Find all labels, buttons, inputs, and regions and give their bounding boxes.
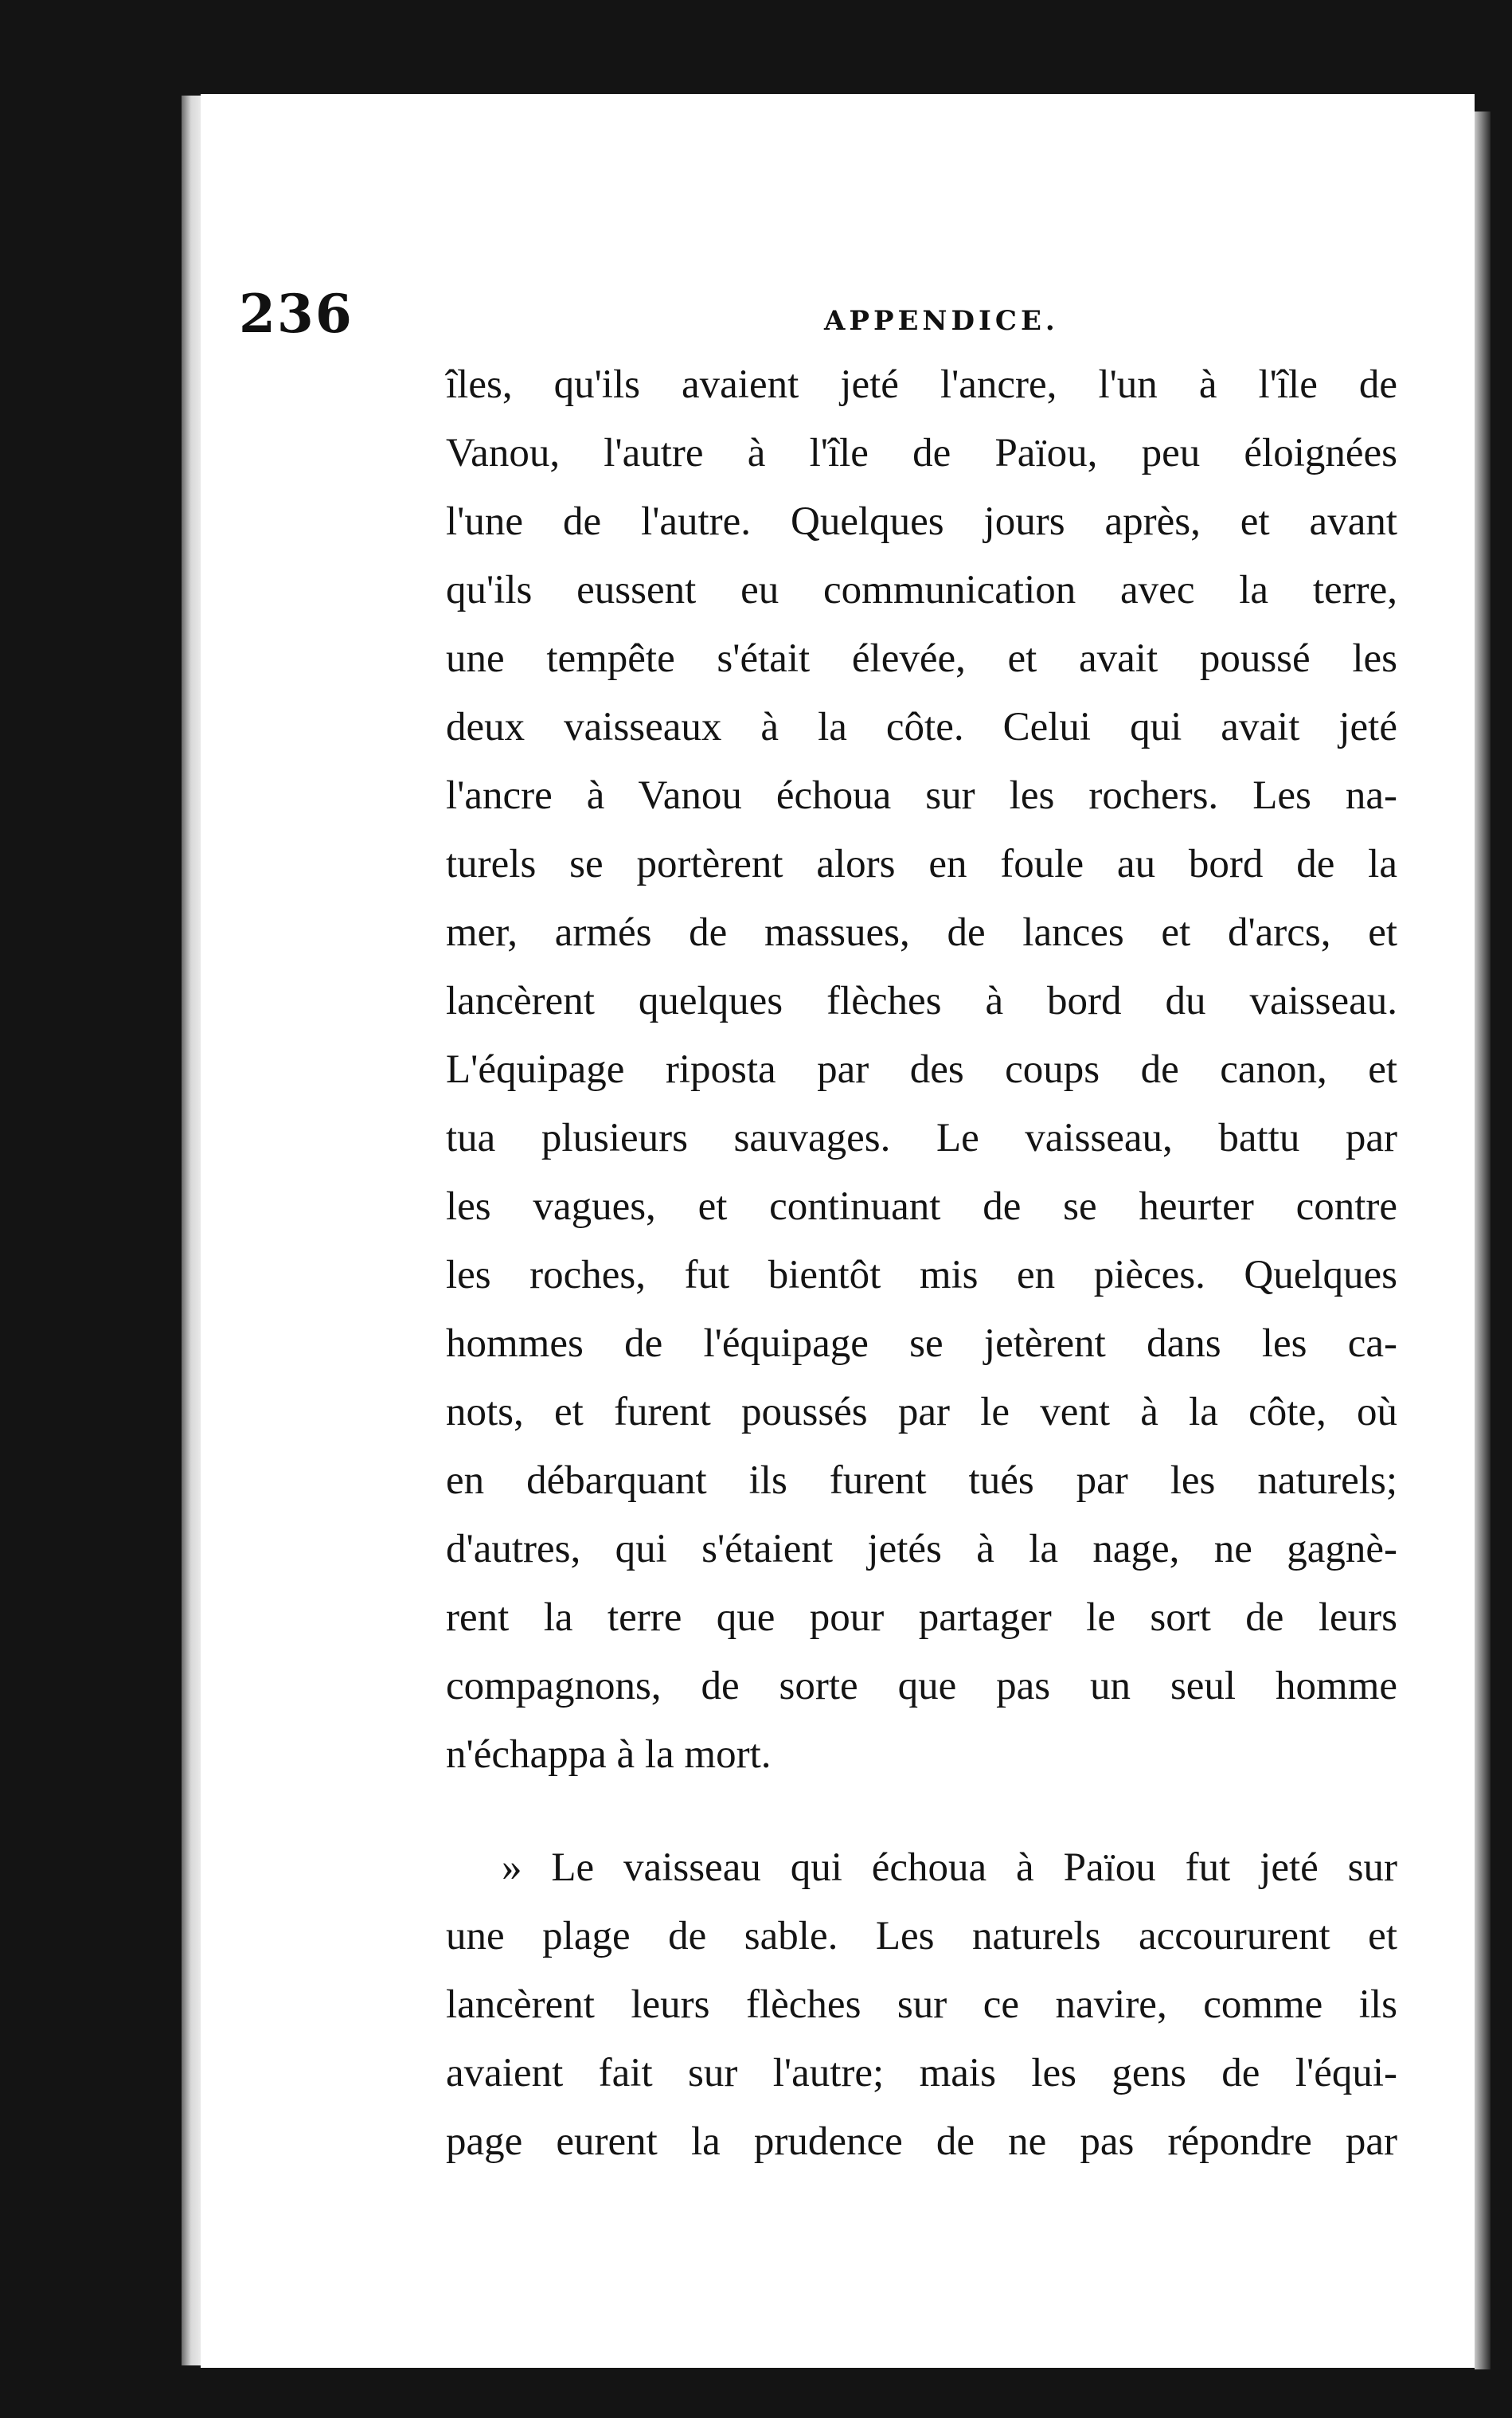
- page-number: 236: [239, 283, 354, 345]
- text-line: lancèrent leurs flèches sur ce navire, comme ils: [446, 1982, 1397, 2027]
- text-line: l'une de l'autre. Quelques jours après, et avant: [446, 499, 1397, 544]
- text-line: qu'ils eussent eu communication avec la terre,: [446, 568, 1397, 612]
- text-line: avaient fait sur l'autre; mais les gens de l'équi-: [446, 2051, 1397, 2095]
- text-line: turels se portèrent alors en foule au bord de la: [446, 842, 1397, 886]
- paragraph-gap: [446, 1789, 1397, 1833]
- text-line: hommes de l'équipage se jetèrent dans les ca-: [446, 1321, 1397, 1366]
- text-line: les roches, fut bientôt mis en pièces. Quelques: [446, 1253, 1397, 1297]
- text-line: page eurent la prudence de ne pas répondre par: [446, 2119, 1397, 2164]
- text-line: une tempête s'était élevée, et avait poussé les: [446, 636, 1397, 681]
- body-text: [446, 350, 1397, 2176]
- text-line: en débarquant ils furent tués par les naturels;: [446, 1458, 1397, 1503]
- text-line: L'équipage riposta par des coups de canon, et: [446, 1047, 1397, 1092]
- text-line: les vagues, et continuant de se heurter contre: [446, 1184, 1397, 1229]
- text-line: deux vaisseaux à la côte. Celui qui avait jeté: [446, 705, 1397, 749]
- text-line: une plage de sable. Les naturels accoururent et: [446, 1914, 1397, 1958]
- text-line: » Le vaisseau qui échoua à Païou fut jeté sur: [502, 1845, 1397, 1890]
- page-header: [239, 283, 1401, 354]
- text-line: compagnons, de sorte que pas un seul homme: [446, 1664, 1397, 1708]
- text-line: rent la terre que pour partager le sort de leurs: [446, 1595, 1397, 1640]
- text-line: mer, armés de massues, de lances et d'arcs, et: [446, 910, 1397, 955]
- text-line: lancèrent quelques flèches à bord du vaisseau.: [446, 979, 1397, 1023]
- text-line: tua plusieurs sauvages. Le vaisseau, battu par: [446, 1116, 1397, 1160]
- text-line: Vanou, l'autre à l'île de Païou, peu éloignées: [446, 431, 1397, 475]
- running-title: APPENDICE.: [824, 305, 1059, 337]
- text-line: nots, et furent poussés par le vent à la côte, où: [446, 1390, 1397, 1434]
- text-line: d'autres, qui s'étaient jetés à la nage, ne gagnè-: [446, 1527, 1397, 1571]
- page-right-edge-shadow: [1475, 112, 1491, 2369]
- paragraph-2: [446, 1833, 1397, 2176]
- text-line: n'échappa à la mort.: [446, 1732, 772, 1777]
- paragraph-1: [446, 350, 1397, 1789]
- text-line: l'ancre à Vanou échoua sur les rochers. Les na-: [446, 773, 1397, 818]
- text-line: îles, qu'ils avaient jeté l'ancre, l'un à l'île de: [446, 362, 1397, 407]
